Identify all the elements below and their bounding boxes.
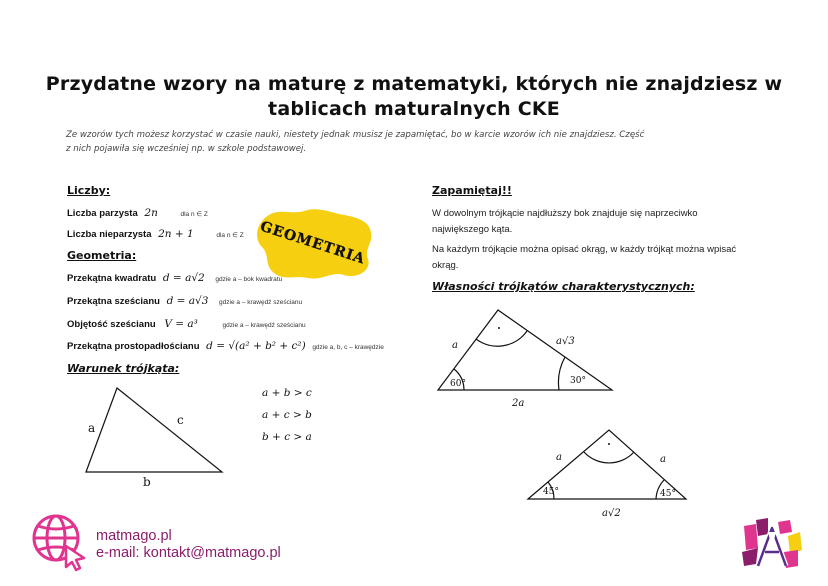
geometry-row-note: gdzie a, b, c – krawędzie: [312, 344, 384, 351]
angle-arc-top: [584, 452, 634, 463]
right-angle-dot: [498, 327, 500, 329]
odd-number-row: [67, 228, 244, 240]
right-angle-dot: [608, 443, 610, 445]
footer-site[interactable]: matmago.pl: [96, 528, 172, 544]
remember-p2-line-1: Na każdym trójkącie można opisać okrąg, w każdy trójkąt można wpisać: [432, 244, 737, 255]
angle-arc-top: [476, 331, 527, 346]
t1-angle-right-label: 30°: [570, 376, 586, 386]
geometry-row: [67, 272, 282, 284]
intro-line-2: z nich pojawiła się wcześniej np. w szkole podstawowej.: [66, 144, 307, 154]
geometry-row-label: Przekątna sześcianu: [67, 296, 160, 307]
remember-heading: Zapamiętaj!!: [432, 184, 512, 197]
scalene-triangle: [86, 388, 222, 472]
t1-right-side-label: a√3: [556, 336, 575, 347]
page-title: [40, 72, 788, 122]
triangle-45-45-90-figure: [520, 420, 692, 524]
geometry-row-note: gdzie a – krawędź sześcianu: [222, 322, 306, 329]
scalene-triangle-figure: [80, 382, 230, 492]
geometry-row-formula: V = a³: [164, 318, 198, 330]
geometry-row-note: gdzie a – krawędź sześcianu: [219, 299, 303, 306]
odd-number-label: Liczba nieparzysta: [67, 229, 152, 240]
geometry-row-label: Przekątna prostopadłościanu: [67, 341, 200, 352]
t2-angle-left-label: 45°: [543, 487, 559, 497]
geometry-row: [67, 340, 384, 352]
odd-number-formula: 2n + 1: [158, 228, 194, 240]
geometry-heading: Geometria:: [67, 249, 137, 262]
side-label-c: c: [177, 413, 184, 427]
geometry-row-formula: d = a√2: [162, 272, 205, 284]
geometry-row-label: Objętość sześcianu: [67, 319, 156, 330]
side-label-a: a: [88, 421, 96, 435]
remember-p1-line-2: największego kąta.: [432, 224, 513, 235]
footer-email[interactable]: e-mail: kontakt@matmago.pl: [96, 545, 281, 561]
t2-base-label: a√2: [602, 508, 621, 519]
inequality: b + c > a: [262, 431, 312, 443]
geometry-row-formula: d = a√3: [166, 295, 209, 307]
matmago-logo: [738, 514, 806, 574]
t2-right-side-label: a: [660, 454, 666, 465]
t1-angle-left-label: 60°: [450, 379, 466, 389]
title-line-1: Przydatne wzory na maturę z matematyki, których nie znajdziesz w: [45, 73, 783, 95]
t2-left-side-label: a: [556, 452, 562, 463]
even-number-row: [67, 207, 208, 219]
geometry-row-note: gdzie a – bok kwadratu: [215, 276, 283, 283]
t1-left-side-label: a: [452, 340, 458, 351]
globe-cursor-icon: [30, 512, 88, 572]
geometry-row-label: Przekątna kwadratu: [67, 273, 157, 284]
side-label-b: b: [143, 475, 151, 489]
special-triangles-heading: Własności trójkątów charakterystycznych:: [432, 280, 695, 293]
intro-line-1: Ze wzorów tych możesz korzystać w czasie nauki, niestety jednak musisz je zapamiętać, bo w karcie wzorów ich nie znajdziesz. Część: [66, 130, 645, 140]
numbers-heading: Liczby:: [67, 184, 111, 197]
intro-text: [66, 128, 746, 156]
triangle-30-60-90-figure: [430, 300, 630, 412]
inequality: a + b > c: [262, 387, 312, 399]
remember-paragraph-1: [432, 206, 698, 238]
remember-paragraph-2: [432, 242, 736, 274]
geometry-row: [67, 295, 302, 307]
remember-p2-line-2: okrąg.: [432, 260, 459, 271]
even-number-label: Liczba parzysta: [67, 208, 138, 219]
t1-base-label: 2a: [512, 398, 525, 409]
geometry-row-formula: d = √(a² + b² + c²): [206, 340, 306, 352]
badge-text: GEOMETRIA: [258, 218, 368, 268]
remember-p1-line-1: W dowolnym trójkącie najdłuższy bok znajduje się naprzeciwko: [432, 208, 698, 219]
inequality: a + c > b: [262, 409, 312, 421]
even-number-note: dla n ∈ Z: [180, 211, 208, 218]
triangle-condition-heading: Warunek trójkąta:: [67, 362, 180, 375]
even-number-formula: 2n: [144, 207, 158, 219]
geometry-row: [67, 318, 306, 330]
angle-arc-right: [558, 357, 565, 390]
title-line-2: tablicach maturalnych CKE: [268, 98, 560, 120]
t2-angle-right-label: 45°: [660, 489, 676, 499]
odd-number-note: dla n ∈ Z: [216, 232, 244, 239]
